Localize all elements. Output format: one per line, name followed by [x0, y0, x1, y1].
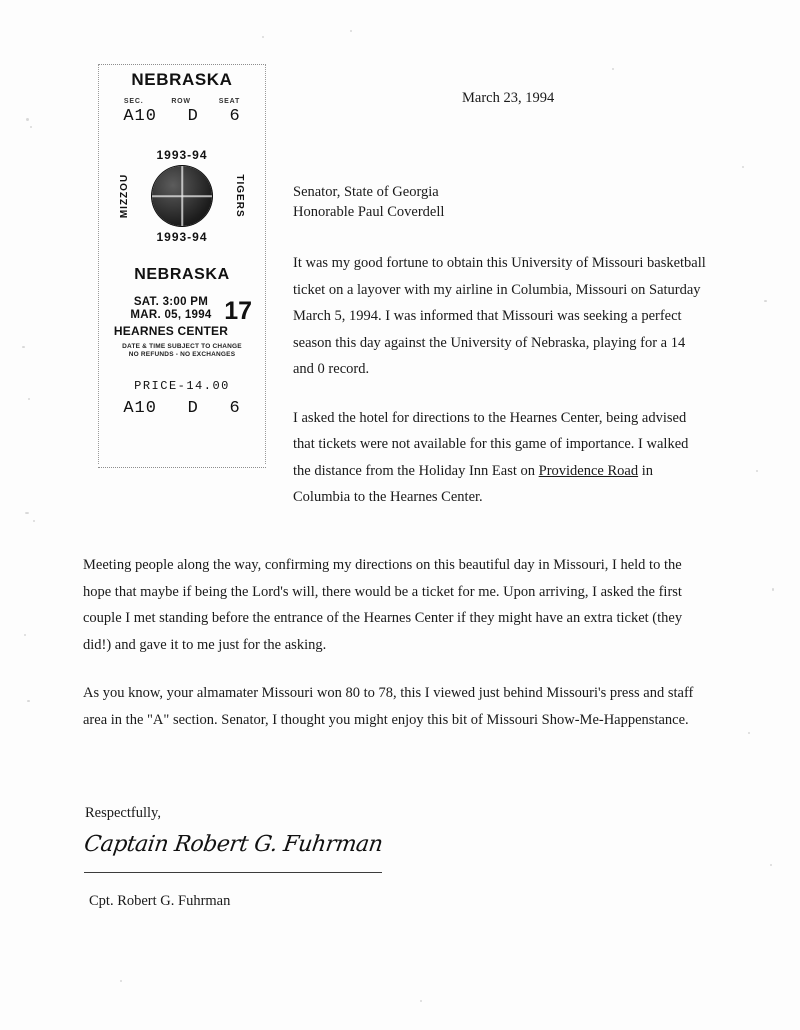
- mizzou-tigers-logo: [117, 142, 247, 250]
- ticket-date: MAR. 05, 1994: [130, 309, 212, 321]
- ticket-bottom-seat: 6: [229, 399, 241, 418]
- scan-speckle: [24, 634, 26, 636]
- providence-road-underlined: Providence Road: [538, 462, 639, 479]
- logo-tigers-text: TIGERS: [234, 174, 245, 218]
- ticket-bottom-section: A10: [123, 399, 157, 418]
- addressee-line-1: Senator, State of Georgia: [293, 184, 439, 200]
- paragraph-2-text: I asked the hotel for directions to the Hearnes Center, being advised that tickets were not available for this game of importance. I walked the distance from the Holiday Inn East on: [293, 409, 689, 479]
- basketball-ticket-image: [96, 58, 268, 470]
- scan-speckle: [30, 126, 32, 128]
- addressee-line-2: Honorable Paul Coverdell: [293, 204, 445, 220]
- ticket-fine-print-line1: DATE & TIME SUBJECT TO CHANGE: [122, 343, 242, 350]
- ticket-game-number: 17: [224, 297, 252, 325]
- paragraph-3: Meeting people along the way, confirming my directions on this beautiful day in Missouri, I held to the hope that maybe if being the Lord's will, there would be a ticket for me. Upon arriving, I asked the first couple I met standing before the entrance of the Hearnes Center if they might have an extra ticket (they did!) and gave it to me just for the asking.: [83, 557, 683, 653]
- signature-underline: [84, 872, 382, 873]
- ticket-bottom-row: D: [187, 399, 199, 418]
- logo-mizzou-text: MIZZOU: [119, 173, 130, 219]
- scan-speckle: [742, 166, 744, 168]
- ticket-header-row: ROW: [171, 98, 191, 105]
- scan-speckle: [764, 300, 767, 302]
- ticket-seat-value: 6: [229, 107, 241, 126]
- ticket-opponent-bottom: NEBRASKA: [134, 266, 230, 283]
- ticket-border: [98, 64, 99, 464]
- logo-season-top: 1993-94: [156, 148, 208, 162]
- scan-speckle: [26, 118, 29, 121]
- ticket-border: [98, 467, 266, 468]
- scan-speckle: [33, 520, 35, 522]
- letter-closing: Respectfully,: [85, 805, 161, 821]
- handwritten-signature: Captain Robert G. Fuhrman: [82, 832, 385, 857]
- paragraph-2: [293, 405, 708, 511]
- signer-name: Cpt. Robert G. Fuhrman: [89, 893, 231, 909]
- ticket-opponent-top: NEBRASKA: [131, 70, 233, 89]
- ticket-header-seat: SEAT: [218, 98, 241, 105]
- ticket-section-value: A10: [123, 107, 157, 126]
- scan-speckle: [25, 512, 29, 514]
- letter-addressee: [293, 182, 444, 222]
- ticket-column-headers: [96, 98, 268, 105]
- scan-speckle: [756, 470, 758, 472]
- ticket-price: PRICE-14.00: [134, 379, 230, 393]
- scan-speckle: [27, 700, 30, 702]
- letter-body-indented: [293, 250, 708, 511]
- ticket-fine-print-line2: NO REFUNDS - NO EXCHANGES: [128, 351, 236, 358]
- basketball-icon: [152, 166, 212, 226]
- ticket-row-value: D: [187, 107, 199, 126]
- scan-speckle: [420, 1000, 422, 1002]
- scan-speckle: [770, 864, 772, 866]
- scan-speckle: [28, 398, 30, 400]
- paragraph-2-tail: in Columbia to the Hearnes Center.: [293, 462, 654, 505]
- ticket-venue: HEARNES CENTER: [113, 324, 229, 338]
- scan-speckle: [262, 36, 264, 38]
- paragraph-1: It was my good fortune to obtain this University of Missouri basketball ticket on a layover with my airline in Columbia, Missouri on Saturday March 5, 1994. I was informed that Missouri was seeking a perfect season this day against the University of Nebraska, playing for a 14 and 0 record.: [293, 255, 706, 377]
- scan-speckle: [120, 980, 122, 982]
- ticket-time: SAT. 3:00 PM: [133, 296, 209, 308]
- ticket-datetime-block: [96, 296, 268, 338]
- letter-body-full-width: [83, 552, 708, 733]
- ticket-header-sec: SEC.: [123, 98, 144, 105]
- letter-date: March 23, 1994: [462, 90, 555, 106]
- ticket-border: [98, 64, 266, 65]
- paragraph-4: As you know, your almamater Missouri won 80 to 78, this I viewed just behind Missouri's press and staff area in the "A" section. Senator, I thought you might enjoy this bit of Missouri Show-Me-Happenstance.: [83, 685, 694, 728]
- ticket-bottom-values: [96, 399, 268, 418]
- ticket-column-values: [96, 107, 268, 126]
- scan-speckle: [612, 68, 614, 70]
- logo-season-bottom: 1993-94: [156, 230, 208, 244]
- scan-speckle: [22, 346, 25, 348]
- ticket-border: [265, 64, 266, 464]
- scan-speckle: [748, 732, 750, 734]
- scan-speckle: [772, 588, 774, 591]
- scan-speckle: [350, 30, 352, 32]
